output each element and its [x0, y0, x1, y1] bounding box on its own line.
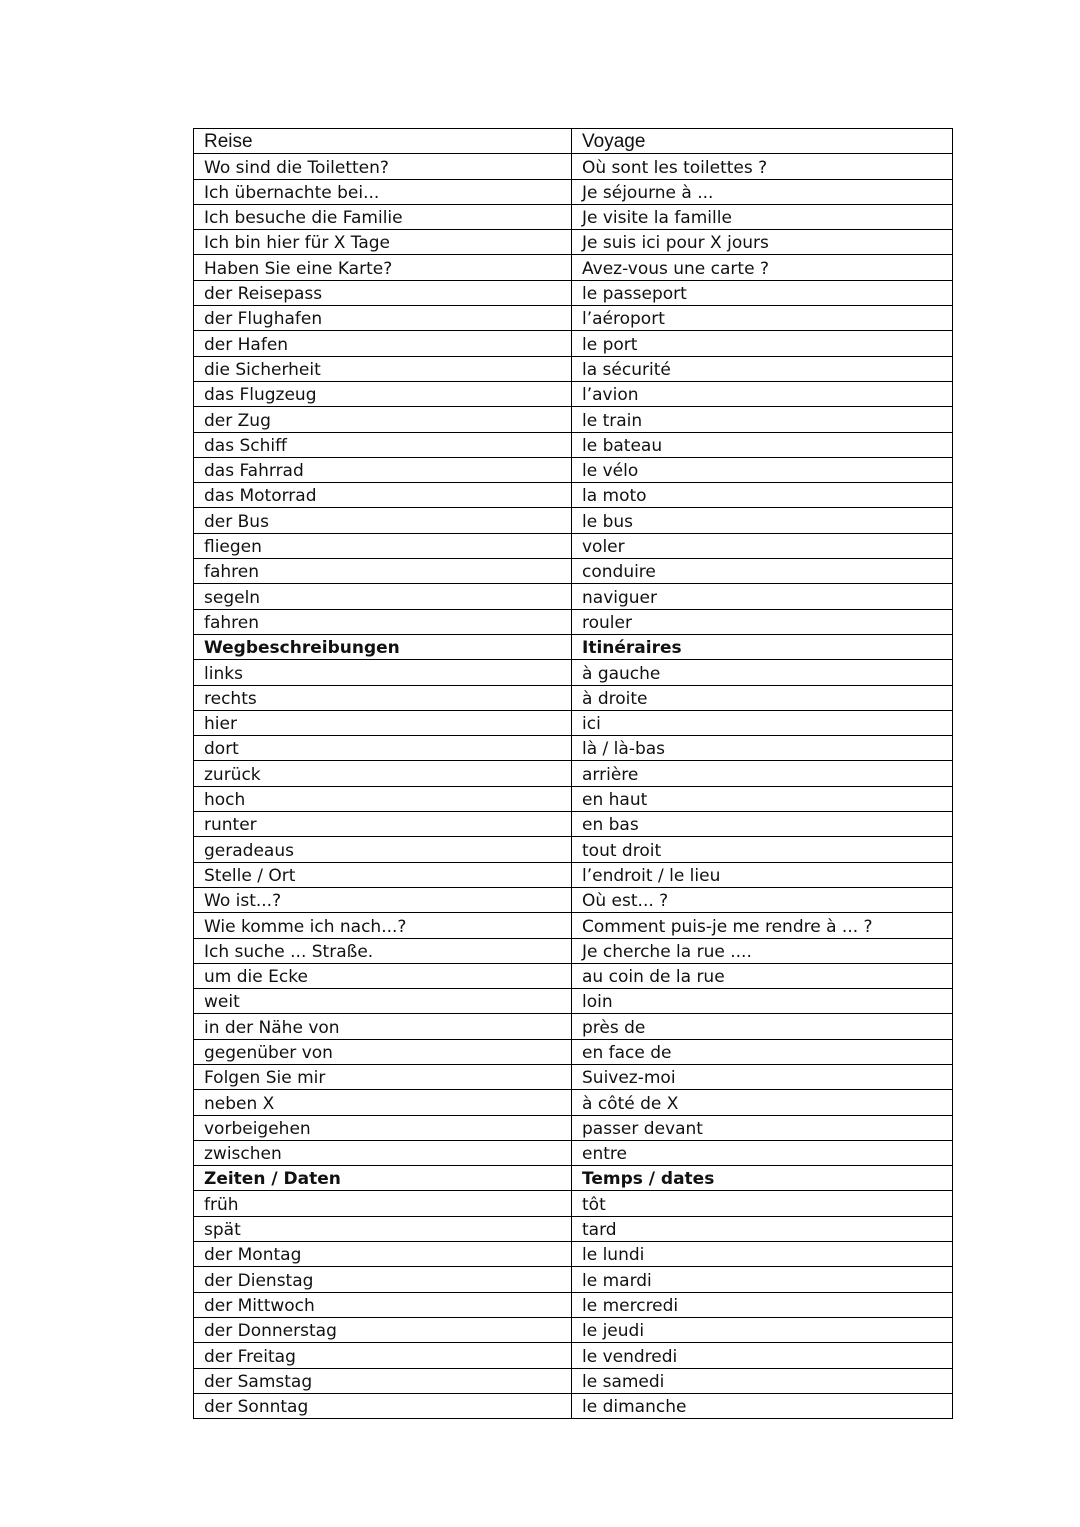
- french-term: Où sont les toilettes ?: [572, 154, 953, 179]
- table-row: [194, 913, 953, 938]
- german-term: der Samstag: [194, 1368, 572, 1393]
- french-term: le train: [572, 407, 953, 432]
- french-term: voler: [572, 533, 953, 558]
- german-term: das Schiff: [194, 432, 572, 457]
- french-term: le port: [572, 331, 953, 356]
- table-row: [194, 786, 953, 811]
- german-term: Ich bin hier für X Tage: [194, 230, 572, 255]
- table-row: [194, 1064, 953, 1089]
- german-term: der Hafen: [194, 331, 572, 356]
- german-term: vorbeigehen: [194, 1115, 572, 1140]
- german-term: der Sonntag: [194, 1393, 572, 1418]
- table-row: [194, 356, 953, 381]
- table-row: [194, 837, 953, 862]
- table-row: [194, 306, 953, 331]
- french-term: là / là-bas: [572, 736, 953, 761]
- german-term: Folgen Sie mir: [194, 1064, 572, 1089]
- french-term: le bateau: [572, 432, 953, 457]
- german-term: Stelle / Ort: [194, 862, 572, 887]
- german-term: hier: [194, 710, 572, 735]
- table-row: [194, 1317, 953, 1342]
- french-term: à gauche: [572, 660, 953, 685]
- french-term: près de: [572, 1014, 953, 1039]
- table-row: [194, 1140, 953, 1165]
- french-term: passer devant: [572, 1115, 953, 1140]
- table-row: [194, 331, 953, 356]
- german-term: der Bus: [194, 508, 572, 533]
- table-row: [194, 938, 953, 963]
- section-header-row: [194, 1166, 953, 1191]
- german-term: Wo sind die Toiletten?: [194, 154, 572, 179]
- vocabulary-table: [193, 128, 953, 1419]
- table-row: [194, 1242, 953, 1267]
- german-term: früh: [194, 1191, 572, 1216]
- table-row: [194, 1368, 953, 1393]
- table-row: [194, 483, 953, 508]
- german-term: Wie komme ich nach...?: [194, 913, 572, 938]
- german-term: Haben Sie eine Karte?: [194, 255, 572, 280]
- table-row: [194, 204, 953, 229]
- french-term: le passeport: [572, 280, 953, 305]
- french-term: le mercredi: [572, 1292, 953, 1317]
- french-term: naviguer: [572, 584, 953, 609]
- table-row: [194, 432, 953, 457]
- french-term: Je suis ici pour X jours: [572, 230, 953, 255]
- french-term: le mardi: [572, 1267, 953, 1292]
- french-term: le bus: [572, 508, 953, 533]
- german-term: der Mittwoch: [194, 1292, 572, 1317]
- table-row: [194, 660, 953, 685]
- german-term: fahren: [194, 609, 572, 634]
- table-row: [194, 963, 953, 988]
- german-term: der Montag: [194, 1242, 572, 1267]
- german-term: das Motorrad: [194, 483, 572, 508]
- french-term: ici: [572, 710, 953, 735]
- french-term: Je visite la famille: [572, 204, 953, 229]
- table-row: [194, 1039, 953, 1064]
- german-term: zurück: [194, 761, 572, 786]
- german-term: Ich besuche die Familie: [194, 204, 572, 229]
- german-term: Ich suche ... Straße.: [194, 938, 572, 963]
- german-term: in der Nähe von: [194, 1014, 572, 1039]
- french-term: Temps / dates: [572, 1166, 953, 1191]
- german-term: das Fahrrad: [194, 457, 572, 482]
- table-row: [194, 1191, 953, 1216]
- french-term: Itinéraires: [572, 634, 953, 659]
- german-term: links: [194, 660, 572, 685]
- german-term: Wo ist...?: [194, 887, 572, 912]
- french-term: en face de: [572, 1039, 953, 1064]
- french-term: Suivez-moi: [572, 1064, 953, 1089]
- table-row: [194, 1267, 953, 1292]
- table-row: [194, 685, 953, 710]
- french-term: loin: [572, 989, 953, 1014]
- table-row: [194, 230, 953, 255]
- french-term: le vendredi: [572, 1343, 953, 1368]
- section-header-row: [194, 634, 953, 659]
- french-term: le samedi: [572, 1368, 953, 1393]
- table-row: [194, 989, 953, 1014]
- german-term: hoch: [194, 786, 572, 811]
- german-term: dort: [194, 736, 572, 761]
- table-row: [194, 862, 953, 887]
- french-term: le lundi: [572, 1242, 953, 1267]
- german-term: der Dienstag: [194, 1267, 572, 1292]
- table-row: [194, 1115, 953, 1140]
- table-row: [194, 1014, 953, 1039]
- french-term: Avez-vous une carte ?: [572, 255, 953, 280]
- french-term: en haut: [572, 786, 953, 811]
- table-row: [194, 179, 953, 204]
- table-row: [194, 1216, 953, 1241]
- german-term: der Zug: [194, 407, 572, 432]
- french-term: à droite: [572, 685, 953, 710]
- german-term: der Reisepass: [194, 280, 572, 305]
- german-term: segeln: [194, 584, 572, 609]
- german-term: weit: [194, 989, 572, 1014]
- table-header-row: [194, 129, 953, 154]
- french-term: le vélo: [572, 457, 953, 482]
- german-term: der Donnerstag: [194, 1317, 572, 1342]
- german-term: fliegen: [194, 533, 572, 558]
- table-row: [194, 1343, 953, 1368]
- german-term: um die Ecke: [194, 963, 572, 988]
- german-term: neben X: [194, 1090, 572, 1115]
- table-row: [194, 584, 953, 609]
- french-term: au coin de la rue: [572, 963, 953, 988]
- french-term: à côté de X: [572, 1090, 953, 1115]
- french-term: l’aéroport: [572, 306, 953, 331]
- german-term: das Flugzeug: [194, 381, 572, 406]
- french-term: tout droit: [572, 837, 953, 862]
- german-term: Wegbeschreibungen: [194, 634, 572, 659]
- german-term: zwischen: [194, 1140, 572, 1165]
- table-row: [194, 1292, 953, 1317]
- french-term: le jeudi: [572, 1317, 953, 1342]
- table-row: [194, 1393, 953, 1418]
- german-term: Zeiten / Daten: [194, 1166, 572, 1191]
- french-term: tôt: [572, 1191, 953, 1216]
- header-french: Voyage: [572, 129, 953, 154]
- german-term: geradeaus: [194, 837, 572, 862]
- german-term: der Freitag: [194, 1343, 572, 1368]
- french-term: l’endroit / le lieu: [572, 862, 953, 887]
- table-row: [194, 887, 953, 912]
- german-term: spät: [194, 1216, 572, 1241]
- table-row: [194, 154, 953, 179]
- french-term: conduire: [572, 559, 953, 584]
- french-term: la sécurité: [572, 356, 953, 381]
- french-term: arrière: [572, 761, 953, 786]
- german-term: der Flughafen: [194, 306, 572, 331]
- table-row: [194, 710, 953, 735]
- header-german: Reise: [194, 129, 572, 154]
- french-term: tard: [572, 1216, 953, 1241]
- french-term: Je cherche la rue ....: [572, 938, 953, 963]
- table-row: [194, 407, 953, 432]
- table-row: [194, 1090, 953, 1115]
- table-row: [194, 533, 953, 558]
- german-term: runter: [194, 812, 572, 837]
- french-term: l’avion: [572, 381, 953, 406]
- table-row: [194, 559, 953, 584]
- french-term: la moto: [572, 483, 953, 508]
- table-row: [194, 609, 953, 634]
- french-term: rouler: [572, 609, 953, 634]
- table-row: [194, 381, 953, 406]
- german-term: fahren: [194, 559, 572, 584]
- german-term: rechts: [194, 685, 572, 710]
- table-row: [194, 280, 953, 305]
- table-row: [194, 736, 953, 761]
- table-row: [194, 761, 953, 786]
- german-term: die Sicherheit: [194, 356, 572, 381]
- french-term: le dimanche: [572, 1393, 953, 1418]
- french-term: Comment puis-je me rendre à ... ?: [572, 913, 953, 938]
- german-term: Ich übernachte bei...: [194, 179, 572, 204]
- french-term: Je séjourne à ...: [572, 179, 953, 204]
- french-term: entre: [572, 1140, 953, 1165]
- french-term: en bas: [572, 812, 953, 837]
- table-row: [194, 508, 953, 533]
- german-term: gegenüber von: [194, 1039, 572, 1064]
- vocabulary-table-body: [194, 129, 953, 1419]
- french-term: Où est... ?: [572, 887, 953, 912]
- table-row: [194, 812, 953, 837]
- table-row: [194, 457, 953, 482]
- table-row: [194, 255, 953, 280]
